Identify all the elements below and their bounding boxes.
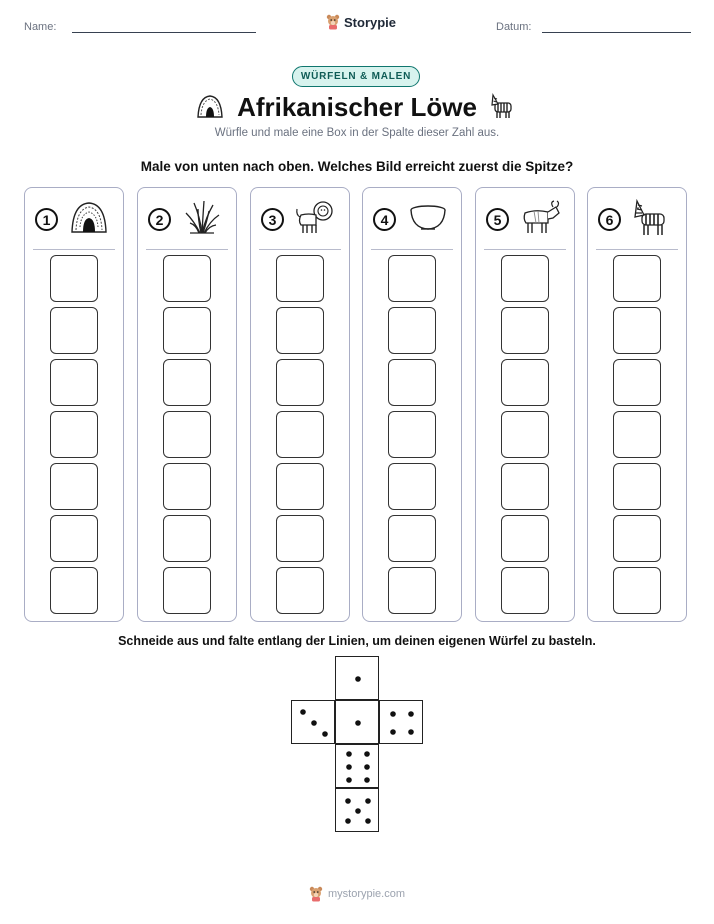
color-box[interactable] (388, 567, 436, 614)
color-box[interactable] (388, 255, 436, 302)
color-box[interactable] (50, 359, 98, 406)
date-line (542, 32, 691, 33)
bear-icon (326, 14, 340, 30)
color-box[interactable] (501, 463, 549, 510)
color-box[interactable] (388, 515, 436, 562)
color-box[interactable] (613, 255, 661, 302)
color-box[interactable] (613, 567, 661, 614)
dice-column-3 (250, 187, 350, 622)
color-box[interactable] (501, 411, 549, 458)
color-box[interactable] (388, 359, 436, 406)
dice-column-1 (24, 187, 124, 622)
cut-instruction: Schneide aus und falte entlang der Linien, um deinen eigenen Würfel zu basteln. (118, 634, 596, 648)
column-number: 1 (35, 208, 58, 231)
color-box[interactable] (50, 515, 98, 562)
color-box[interactable] (50, 255, 98, 302)
color-box[interactable] (50, 411, 98, 458)
color-box[interactable] (163, 307, 211, 354)
column-header (476, 188, 574, 250)
footer-url: mystorypie.com (327, 888, 406, 900)
page-title: Afrikanischer Löwe (237, 92, 477, 122)
dice-column-4 (362, 187, 462, 622)
column-number: 6 (598, 208, 621, 231)
color-box[interactable] (163, 359, 211, 406)
zebra-icon (632, 199, 674, 242)
color-box[interactable] (613, 359, 661, 406)
page-subtitle: Würfle und male eine Box in der Spalte dieser Zahl aus. (214, 127, 500, 139)
column-divider (259, 249, 341, 250)
storypie-logo (326, 14, 396, 30)
cave-icon (69, 199, 109, 240)
color-box[interactable] (163, 255, 211, 302)
column-divider (371, 249, 453, 250)
column-header (138, 188, 236, 250)
color-box[interactable] (388, 411, 436, 458)
column-number: 2 (148, 208, 171, 231)
bear-icon (309, 886, 323, 902)
column-header (251, 188, 349, 250)
color-box[interactable] (613, 515, 661, 562)
dice-column-2 (137, 187, 237, 622)
column-divider (146, 249, 228, 250)
color-box[interactable] (276, 515, 324, 562)
color-box[interactable] (50, 567, 98, 614)
wildebeest-icon (520, 199, 562, 240)
color-box[interactable] (276, 463, 324, 510)
color-box[interactable] (613, 411, 661, 458)
color-box[interactable] (276, 411, 324, 458)
column-header (588, 188, 686, 250)
date-label: Datum: (496, 21, 532, 33)
dice-face-5 (335, 788, 379, 832)
color-box[interactable] (276, 359, 324, 406)
color-box[interactable] (501, 255, 549, 302)
color-box[interactable] (501, 359, 549, 406)
dice-face-1 (335, 700, 379, 744)
column-divider (33, 249, 115, 250)
dice-face-4 (379, 700, 423, 744)
footer (0, 886, 714, 902)
color-box[interactable] (163, 567, 211, 614)
column-number: 4 (373, 208, 396, 231)
brand-name: Storypie (344, 14, 397, 30)
lion-icon (295, 199, 337, 240)
color-box[interactable] (501, 307, 549, 354)
column-number: 3 (261, 208, 284, 231)
color-box[interactable] (163, 515, 211, 562)
color-box[interactable] (613, 463, 661, 510)
zebra-title-icon (489, 92, 517, 120)
color-box[interactable] (613, 307, 661, 354)
category-badge: WÜRFELN & MALEN (292, 66, 420, 87)
dice-face-1 (335, 656, 379, 700)
color-box[interactable] (388, 463, 436, 510)
name-line (72, 32, 256, 33)
dice-face-3 (291, 700, 335, 744)
color-box[interactable] (501, 567, 549, 614)
color-box[interactable] (276, 567, 324, 614)
color-box[interactable] (501, 515, 549, 562)
name-label: Name: (24, 21, 57, 33)
instruction-text: Male von unten nach oben. Welches Bild erreicht zuerst die Spitze? (140, 159, 574, 174)
color-box[interactable] (388, 307, 436, 354)
dice-column-6 (587, 187, 687, 622)
color-box[interactable] (163, 463, 211, 510)
dice-column-5 (475, 187, 575, 622)
column-divider (484, 249, 566, 250)
column-number: 5 (486, 208, 509, 231)
column-header (25, 188, 123, 250)
color-box[interactable] (50, 463, 98, 510)
column-divider (596, 249, 678, 250)
color-box[interactable] (276, 307, 324, 354)
grass-icon (182, 199, 222, 240)
color-box[interactable] (276, 255, 324, 302)
bowl-icon (407, 199, 449, 240)
color-box[interactable] (50, 307, 98, 354)
dice-face-6 (335, 744, 379, 788)
column-header (363, 188, 461, 250)
color-box[interactable] (163, 411, 211, 458)
